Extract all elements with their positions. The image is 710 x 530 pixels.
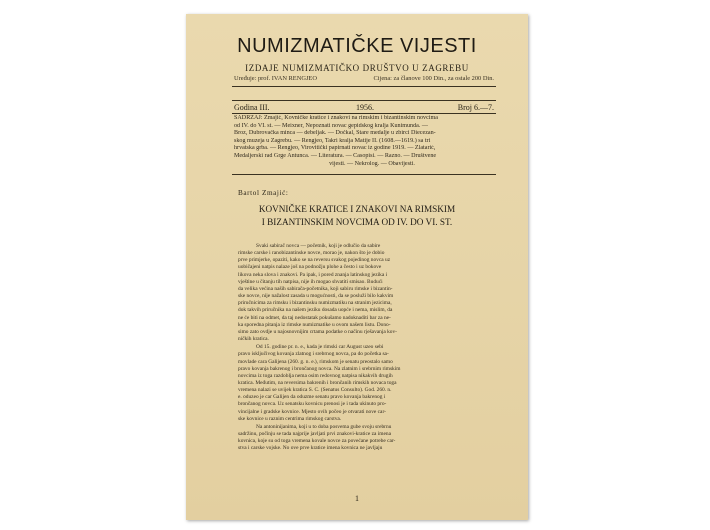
year-label: 1956. [356, 103, 374, 112]
contents-line: od IV. do VI. st. — Meixner, Nepoznati novac gepidskog kralja Kunimunda. — [234, 122, 428, 129]
contents-line: Medaljerski rad Grge Antunca. — Literatura. — Časopisi. — Razno. — Društvene [234, 152, 437, 159]
journal-title: NUMIZMATIČKE VIJESTI [237, 35, 477, 57]
text-line: ske novce, nije nažalost zasada u mogućnosti, da se posluži bilo kakvim [238, 293, 394, 300]
text-line: Na antoninijanima, koji u to doba posvema gube svoju srebrnu [256, 423, 392, 430]
article-title-line: I BIZANTINSKIM NOVCIMA OD IV. DO VI. ST. [261, 216, 453, 227]
issue-number: Broj 6.—7. [457, 103, 494, 112]
volume-label: Godina III. [234, 103, 270, 112]
text-line: Od 15. godine pr. n. e., kada je rimski car August uzeo sebi [256, 344, 384, 351]
paragraph [238, 424, 508, 453]
text-line: likova neka slova i znakovi. Pa ipak, i pored znanja latinskog jezika i [238, 271, 388, 278]
text-line: ne će biti na odmet, da taj nedostatak pokušamo nadoknaditi bar za ne- [238, 314, 391, 321]
text-line: movlade cara Galijena (260. g. n. e.), rimskom je senatu preostalo samo [238, 358, 393, 365]
table-of-contents [234, 115, 510, 168]
text-line: simo zato ovdje u najosnovnijim crtama podatke o načinu rješavanja kov- [238, 328, 397, 335]
text-line: priručnicima za rimsku i bizantinsku numizmatiku na stranim jezicima, [238, 300, 392, 307]
masthead-divider [232, 86, 496, 87]
text-line: da velika većina naših sabirača-početnika, koji sabiru rimske i bizantin- [238, 285, 393, 292]
text-line: vještine u čitanju tih natpisa, nije ih mogao shvatiti smisao. Budući [238, 278, 383, 285]
contents-line: SADRŽAJ: Zmajić, Kovničke kratice i znakovi na rimskim i bizantinskim novcima [234, 115, 438, 121]
article-body [238, 243, 508, 454]
issue-divider-top [232, 100, 496, 101]
text-line: kratica. Međutim, na reversima bakrenih i brončanih rimskih novaca toga [238, 379, 397, 386]
text-line: ka sporedna pitanja iz rimske numizmatike u ovom našem listu. Dono- [238, 321, 391, 328]
text-line: sadržinu, počinju se tada najprije javljati prvi znakovi-kratice za imena [238, 431, 391, 438]
text-line: pravo isključivog kovanja zlatnog i srebrnog novca, pa do početka sa- [238, 351, 389, 358]
contents-divider [232, 174, 496, 175]
publisher-line: IZDAJE NUMIZMATIČKO DRUŠTVO U ZAGREBU [245, 63, 469, 73]
text-line: Svaki sabirač novca — početnik, koji je odlučio da sabire [256, 243, 381, 249]
article-title-line: KOVNIČKE KRATICE I ZNAKOVI NA RIMSKIM [258, 204, 456, 214]
paragraph [238, 344, 508, 423]
text-line: ničkih kratica. [238, 336, 269, 343]
text-line: stva i carske vojske. No ove prve kratice imena kovnica ne javljaju [238, 445, 383, 452]
text-line: ske kovnice u raznim centrima rimskog carstva. [238, 415, 342, 422]
text-line: dok takvih priručnika na našem jeziku dosada uopće i nema, mislim, da [238, 307, 393, 314]
text-line: uobičajeni natpis nalaze još na podnožju plohe a često i uz bokove [238, 264, 382, 271]
issue-divider-bottom [232, 113, 496, 114]
journal-page [186, 14, 528, 520]
page-number: 1 [355, 494, 359, 503]
contents-line: vijesti. — Nekrolog. — Obavijesti. [329, 160, 415, 167]
article-title [186, 203, 528, 228]
price-line: Cijena: za članove 100 Din., za ostale 200 Din. [373, 75, 494, 82]
text-line: brončanog novca. Uz senatsku kovnicu prenosi je i tada ukinuto pro- [238, 401, 387, 408]
issue-row [234, 103, 494, 112]
contents-line: Broz, Dubrovačka minca — debeljak. — Dočkal, Stare medalje u zbirci Diecezan- [234, 130, 436, 137]
text-line: pravo kovanja bakrenog i brončanog novca. Na zlatnim i srebrnim rimskim [238, 365, 401, 372]
text-line: prve primjerke, opaziti, kako se na reversu svakog pojedinog novca uz [238, 257, 391, 264]
masthead-meta [234, 75, 494, 82]
article-author: Bartol Zmajić: [238, 189, 289, 197]
contents-line: skog muzeja u Zagrebu. — Rengjeo, Takri kralja Matije II. (1608.—1619.) sa tri [234, 137, 431, 144]
text-line: e. oduzeo je car Galijen da oduzme senatu pravo kovanja bakrenog i [238, 394, 386, 401]
text-line: vincijalne i gradske kovnice. Mjesto ovih počeo je otvarati nove car- [238, 408, 386, 415]
paragraph [238, 243, 508, 343]
contents-line: hrvatska grba. — Rengjeo, Virovitički papirnati novac iz godine 1919. — Zlatarić, [234, 145, 436, 152]
text-line: vremena nalazi se uvijek kratica S. C. (Senatus Consulto). God. 260. n. [238, 387, 392, 394]
editor-line: Uređuje: prof. IVAN RENGJEO [234, 75, 317, 82]
text-line: kovnica, koje su od toga vremena kovale novce za povećane potrebe car- [238, 438, 396, 445]
text-line: novcima iz toga razdoblja nema osim redovnog natpisa nikakvih drugih [238, 372, 393, 379]
text-line: rimske carske i ranobizantinske novce, morao je, nakon što je dobio [238, 250, 385, 257]
